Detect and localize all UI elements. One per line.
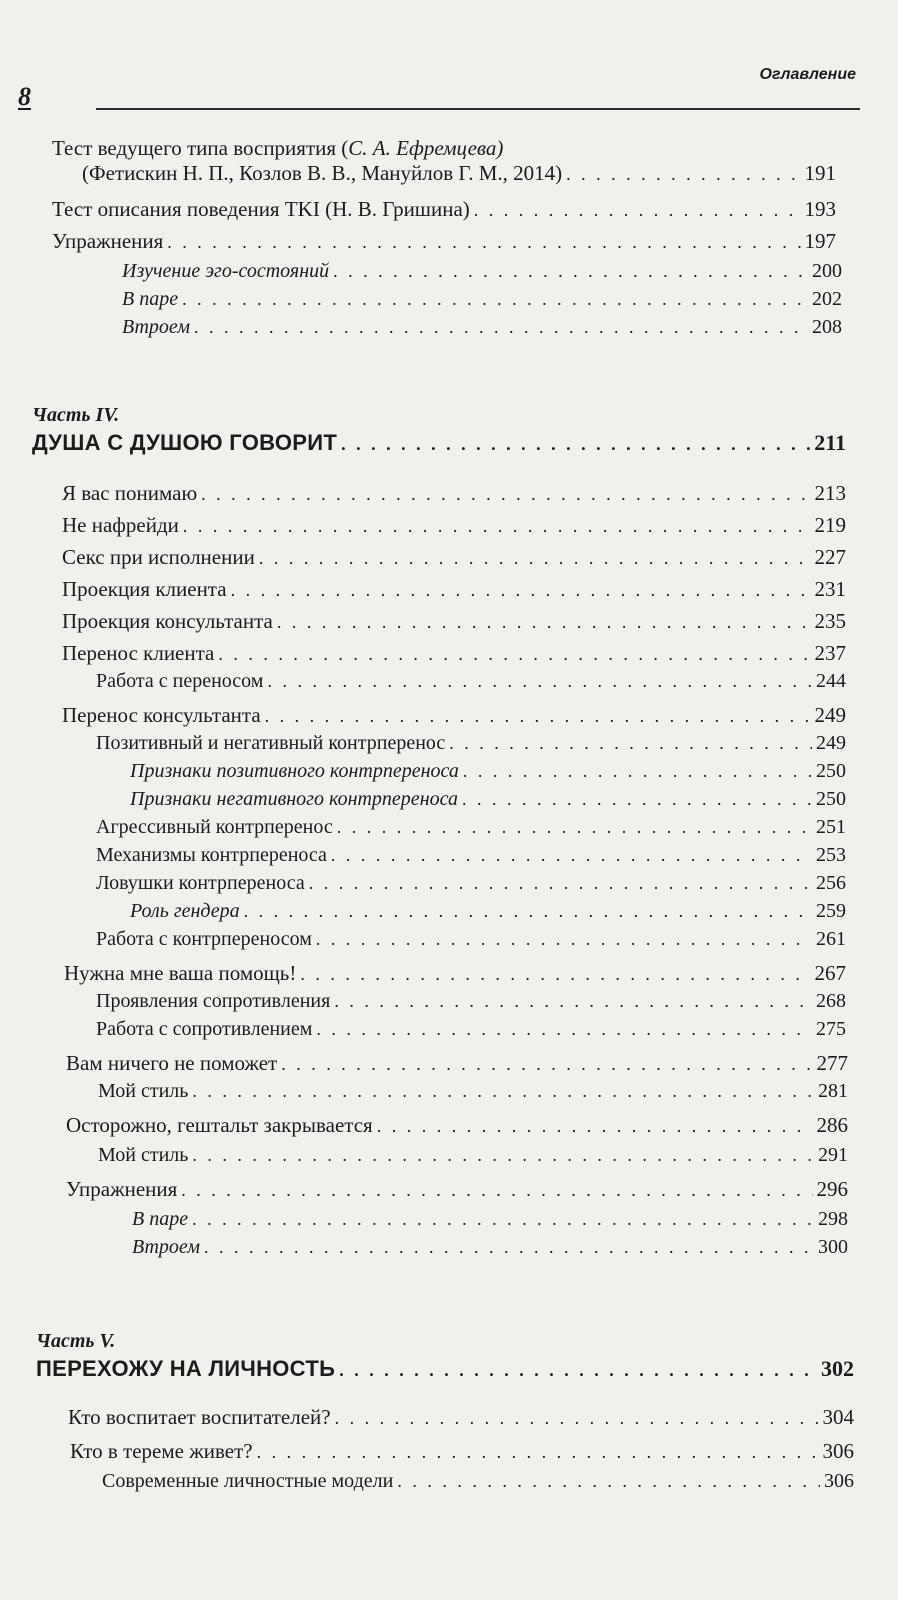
dot-leader xyxy=(335,1405,819,1431)
dot-leader xyxy=(309,870,812,896)
toc-page: 306 xyxy=(824,1470,854,1492)
toc-page: 249 xyxy=(814,703,846,727)
toc-entry: Агрессивный контрперенос . . . 251 xyxy=(96,814,846,840)
dot-leader xyxy=(449,730,812,756)
toc-page: 291 xyxy=(818,1144,848,1166)
dot-leader xyxy=(192,1142,814,1168)
toc-entry: Упражнения . . . 296 xyxy=(66,1176,848,1203)
toc-page: 249 xyxy=(816,732,846,754)
toc-page: 193 xyxy=(804,197,836,221)
toc-page: 244 xyxy=(816,670,846,692)
dot-leader xyxy=(192,1078,814,1104)
toc-page: 213 xyxy=(814,481,846,505)
dot-leader xyxy=(316,1016,812,1042)
toc-page: 251 xyxy=(816,816,846,838)
toc-entry: Упражнения . . . 197 xyxy=(52,228,836,255)
dot-leader xyxy=(397,1468,820,1494)
part-heading: ДУША С ДУШОЮ ГОВОРИТ . . . 211 xyxy=(32,430,846,457)
dot-leader xyxy=(316,926,812,952)
toc-page: 237 xyxy=(814,641,846,665)
dot-leader xyxy=(194,314,808,340)
dot-leader xyxy=(259,545,811,571)
toc-entry: Кто в тереме живет? . . . 306 xyxy=(70,1438,854,1465)
toc-entry: Тест описания поведения TKI (Н. В. Гришина) . . . 193 xyxy=(52,196,836,223)
dot-leader xyxy=(265,703,811,729)
dot-leader xyxy=(337,814,812,840)
dot-leader xyxy=(377,1113,813,1139)
page-number: 8 xyxy=(18,82,31,111)
dot-leader xyxy=(341,431,810,457)
toc-page: 296 xyxy=(816,1177,848,1201)
toc-page: 219 xyxy=(814,513,846,537)
toc-page: 267 xyxy=(814,961,846,985)
dot-leader xyxy=(463,758,812,784)
dot-leader xyxy=(277,609,811,635)
dot-leader xyxy=(267,668,812,694)
dot-leader xyxy=(231,577,811,603)
toc-entry-title: Тест ведущего типа восприятия (С. А. Ефремцева) xyxy=(52,136,504,160)
toc-page: 261 xyxy=(816,928,846,950)
dot-leader xyxy=(566,161,800,187)
dot-leader xyxy=(257,1439,819,1465)
toc-entry: Мой стиль . . . 281 xyxy=(98,1078,848,1104)
dot-leader xyxy=(192,1206,814,1232)
toc-page: 231 xyxy=(814,577,846,601)
dot-leader xyxy=(201,481,810,507)
toc-entry: Нужна мне ваша помощь! . . . 267 xyxy=(64,960,846,987)
toc-page: 191 xyxy=(804,161,836,185)
toc-page: 200 xyxy=(812,260,842,282)
toc-page: 202 xyxy=(812,288,842,310)
dot-leader xyxy=(244,898,812,924)
part-label: Часть IV. xyxy=(32,404,120,426)
toc-page: 253 xyxy=(816,844,846,866)
toc-entry: В паре . . . 298 xyxy=(132,1206,848,1232)
dot-leader xyxy=(181,1177,812,1203)
toc-entry: Проекция клиента . . . 231 xyxy=(62,576,846,603)
toc-page: 259 xyxy=(816,900,846,922)
toc-page: 235 xyxy=(814,609,846,633)
toc-entry: Работа с переносом . . . 244 xyxy=(96,668,846,694)
dot-leader xyxy=(281,1051,812,1077)
toc-entry: Втроем . . . 300 xyxy=(132,1234,848,1260)
toc-entry: Изучение эго-состояний . . . 200 xyxy=(122,258,842,284)
toc-page: 268 xyxy=(816,990,846,1012)
toc-entry: Перенос консультанта . . . 249 xyxy=(62,702,846,729)
dot-leader xyxy=(167,229,800,255)
toc-page: 256 xyxy=(816,872,846,894)
dot-leader xyxy=(462,786,812,812)
part-label: Часть V. xyxy=(36,1330,116,1352)
toc-entry: Перенос клиента . . . 237 xyxy=(62,640,846,667)
toc-entry: Современные личностные модели . . . 306 xyxy=(102,1468,854,1494)
toc-page: 286 xyxy=(816,1113,848,1137)
toc-entry: Секс при исполнении . . . 227 xyxy=(62,544,846,571)
toc-entry: Проекция консультанта . . . 235 xyxy=(62,608,846,635)
toc-entry: Втроем . . . 208 xyxy=(122,314,842,340)
toc-entry: Механизмы контрпереноса . . . 253 xyxy=(96,842,846,868)
toc-entry: Мой стиль . . . 291 xyxy=(98,1142,848,1168)
toc-entry: Работа с контрпереносом . . . 261 xyxy=(96,926,846,952)
dot-leader xyxy=(339,1357,817,1383)
dot-leader xyxy=(333,258,808,284)
running-head: Оглавление xyxy=(759,66,856,83)
dot-leader xyxy=(182,286,808,312)
toc-page: 227 xyxy=(814,545,846,569)
dot-leader xyxy=(300,961,810,987)
toc-entry: Кто воспитает воспитателей? . . . 304 xyxy=(68,1404,854,1431)
toc-page: 281 xyxy=(818,1080,848,1102)
toc-entry: Работа с сопротивлением . . . 275 xyxy=(96,1016,846,1042)
toc-entry: (Фетискин Н. П., Козлов В. В., Мануйлов Г. М., 2014) . . . 191 xyxy=(82,160,836,187)
toc-entry: Осторожно, гештальт закрывается . . . 286 xyxy=(66,1112,848,1139)
toc-entry: Проявления сопротивления . . . 268 xyxy=(96,988,846,1014)
toc-page: 197 xyxy=(804,229,836,253)
toc-page: 302 xyxy=(821,1356,854,1381)
toc-page: 298 xyxy=(818,1208,848,1230)
dot-leader xyxy=(218,641,810,667)
toc-entry: Позитивный и негативный контрперенос . . . 249 xyxy=(96,730,846,756)
toc-page: 304 xyxy=(822,1405,854,1429)
toc-page: 250 xyxy=(816,760,846,782)
toc-entry: Я вас понимаю . . . 213 xyxy=(62,480,846,507)
dot-leader xyxy=(183,513,811,539)
dot-leader xyxy=(331,842,812,868)
toc-page: 277 xyxy=(816,1051,848,1075)
toc-entry: Вам ничего не поможет . . . 277 xyxy=(66,1050,848,1077)
toc-entry: Признаки позитивного контрпереноса . . . 250 xyxy=(130,758,846,784)
part-heading: ПЕРЕХОЖУ НА ЛИЧНОСТЬ . . . 302 xyxy=(36,1356,854,1383)
toc-entry: Роль гендера . . . 259 xyxy=(130,898,846,924)
toc-entry: Ловушки контрпереноса . . . 256 xyxy=(96,870,846,896)
toc-page: 306 xyxy=(822,1439,854,1463)
toc-page: 300 xyxy=(818,1236,848,1258)
toc-page: 211 xyxy=(814,430,846,455)
dot-leader xyxy=(474,197,801,223)
toc-entry: Не нафрейди . . . 219 xyxy=(62,512,846,539)
toc-page: 208 xyxy=(812,316,842,338)
dot-leader xyxy=(204,1234,814,1260)
dot-leader xyxy=(334,988,812,1014)
toc-entry: В паре . . . 202 xyxy=(122,286,842,312)
toc-entry: Признаки негативного контрпереноса . . . 250 xyxy=(130,786,846,812)
toc-page: 275 xyxy=(816,1018,846,1040)
toc-page: 250 xyxy=(816,788,846,810)
